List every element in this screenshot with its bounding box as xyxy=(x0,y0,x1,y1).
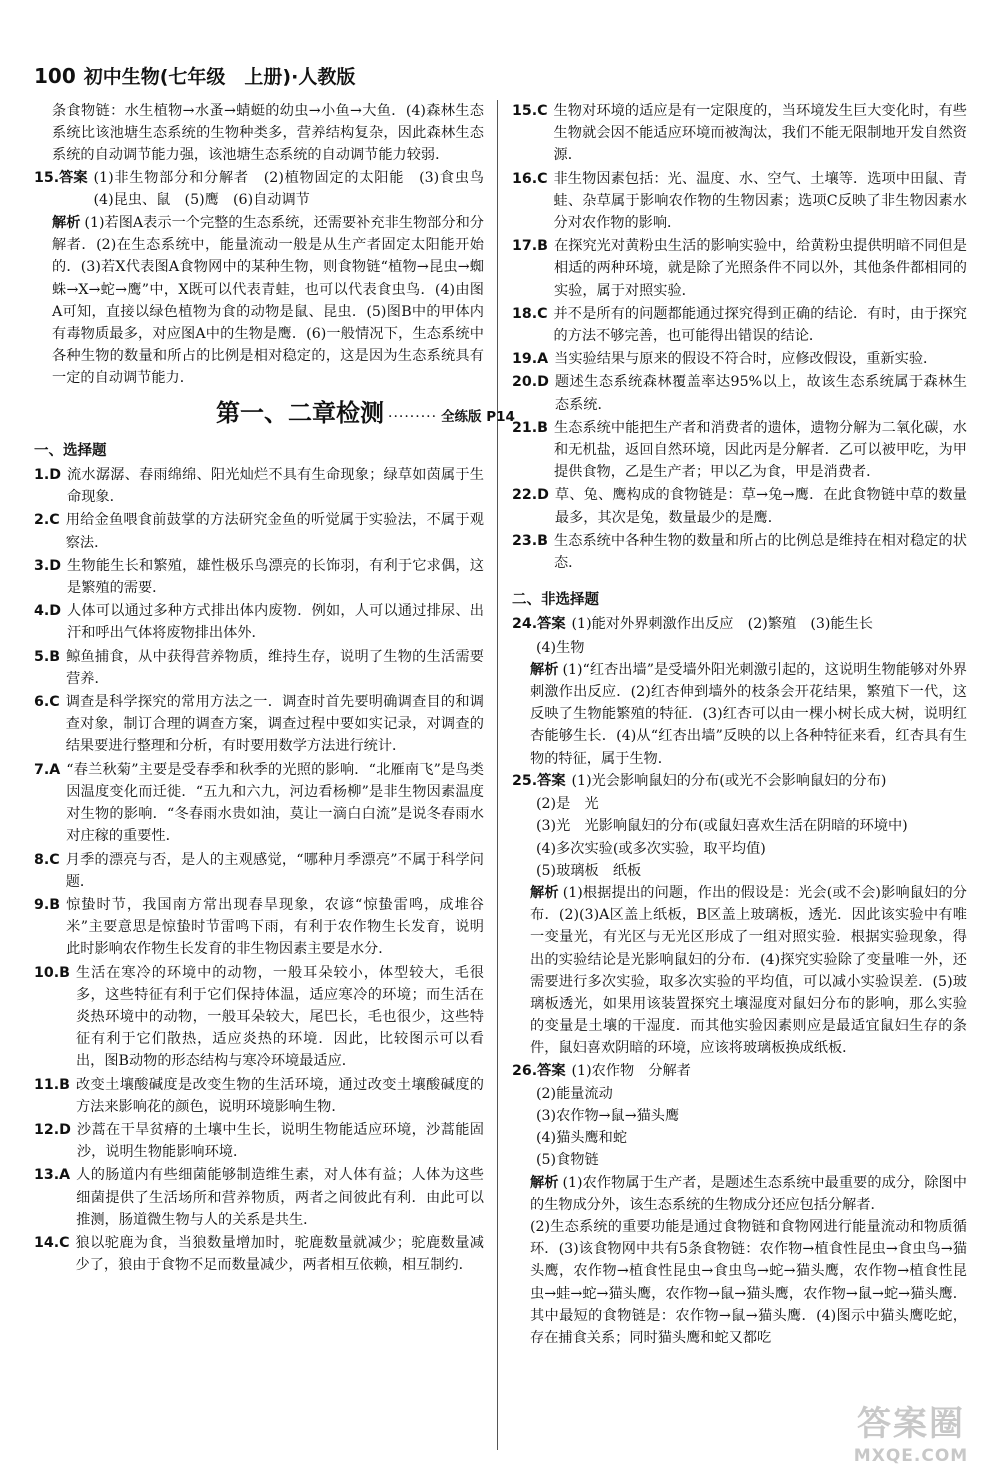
answer-line: (4)猫头鹰和蛇 xyxy=(536,1130,628,1147)
chapter-reference: 全练版 P14 xyxy=(441,408,515,425)
item-number: 14.C xyxy=(34,1234,70,1251)
section-heading-nonchoice: 二、非选择题 xyxy=(512,592,599,609)
item-text: 生态系统中各种生物的数量和所占的比例总是维持在相对稳定的状态． xyxy=(553,532,967,572)
answer-line: (3)农作物→鼠→猫头鹰 xyxy=(536,1107,680,1124)
item-number: 8.C xyxy=(34,851,60,868)
analysis-text: (1)“红杏出墙”是受墙外阳光刺激引起的，这说明生物能够对外界刺激作出反应．(2)红杏伸到墙外的枝条会开花结果，繁殖下一代，这反映了生物能繁殖的特征．(3)红杏可以由一棵小树长成大树，说明红杏能够生长．(4)从“红杏出墙”反映的以上各种特征来看，红杏具有生物的特征，属于生物． xyxy=(530,661,967,767)
answer-26 xyxy=(512,1060,967,1082)
answer-25 xyxy=(512,770,967,792)
intro-continuation: 条食物链：水生植物→水蚤→蜻蜓的幼虫→小鱼→大鱼．(4)森林生态系统比该池塘生态系统的生物种类多，营养结构复杂，因此森林生态系统的自动调节能力强，该池塘生态系统的自动调节能力较弱． xyxy=(52,103,484,164)
item-number: 10.B xyxy=(34,964,70,981)
answer-text: (1)能对外界刺激作出反应 (2)繁殖 (3)能生长 xyxy=(571,616,873,633)
analysis-text: (1)若图A表示一个完整的生态系统，还需要补充非生物部分和分解者．(2)在生态系统中，能量流动一般是从生产者固定太阳能开始的．(3)若X代表图A食物网中的某种生物，则食物链“植物→昆虫→蜘蛛→X→蛇→鹰”中，X既可以代表青蛙，也可以代表食虫鸟．(4)由图A可知，直接以绿色植物为食的动物是鼠、昆虫．(5)图B中的甲体内有毒物质最多，对应图A中的生物是鹰．(6)一般情况下，生态系统中各种生物的数量和所占的比例是相对稳定的，这是因为生态系统具有一定的自动调节能力． xyxy=(52,215,484,387)
answer-text: (1)非生物部分和分解者 (2)植物固定的太阳能 (3)食虫鸟 (4)昆虫、鼠 (5)鹰 (6)自动调节 xyxy=(93,169,499,208)
item-text: 生态系统中能把生产者和消费者的遗体，遗物分解为二氧化碳，水和无机盐，返回自然环境，因此丙是分解者．乙可以被甲吃，为甲提供食物，乙是生产者；甲以乙为食，甲是消费者． xyxy=(553,419,967,481)
analysis-label: 解析 xyxy=(530,661,559,678)
answer-item xyxy=(34,1119,484,1163)
item-text: 沙蒿在干旱贫瘠的土壤中生长，说明生物能适应环境，沙蒿能固沙，说明生物能影响环境． xyxy=(76,1121,484,1161)
item-text: 当实验结果与原来的假设不符合时，应修改假设，重新实验． xyxy=(554,351,938,368)
analysis-label: 解析 xyxy=(530,884,559,901)
item-text: 月季的漂亮与否，是人的主观感觉，“哪种月季漂亮”不属于科学问题． xyxy=(65,851,484,890)
watermark-url: MXQE.COM xyxy=(853,1446,969,1466)
item-text: 用给金鱼喂食前鼓掌的方法研究金鱼的听觉属于实验法，不属于观察法． xyxy=(65,512,484,551)
answer-item xyxy=(512,484,967,528)
item-number: 1.D xyxy=(34,467,62,484)
item-number: 6.C xyxy=(34,694,60,711)
watermark-logo-text: 答案圈 xyxy=(857,1404,965,1444)
answer-text: (1)光会影响鼠妇的分布(或光不会影响鼠妇的分布) xyxy=(571,772,887,789)
analysis-label: 解析 xyxy=(530,1174,559,1191)
answer-item xyxy=(512,100,967,167)
right-column xyxy=(512,100,967,1349)
answer-item xyxy=(34,509,484,553)
answer-item xyxy=(512,371,967,415)
item-number: 25.答案 xyxy=(512,772,566,789)
page-number: 100 xyxy=(34,64,76,88)
item-text: 调查是科学探究的常用方法之一．调查时首先要明确调查目的和调查对象，制订合理的调查方案，调查过程中要如实记录，对调查的结果要进行整理和分析，有时要用数学方法进行统计． xyxy=(65,694,484,755)
item-number: 13.A xyxy=(34,1167,71,1184)
analysis-24 xyxy=(512,659,967,770)
answer-item xyxy=(512,348,967,370)
item-number: 26.答案 xyxy=(512,1062,566,1079)
item-text: 题述生态系统森林覆盖率达95%以上，故该生态系统属于森林生态系统． xyxy=(554,374,967,413)
left-column xyxy=(34,100,515,1277)
chapter-heading: 第一、二章检测 xyxy=(216,398,384,427)
item-number: 16.C xyxy=(512,170,548,187)
item-number: 19.A xyxy=(512,351,549,368)
analysis-text: (1)根据提出的问题，作出的假设是：光会(或不会)影响鼠妇的分布．(2)(3)A区盖上纸板，B区盖上玻璃板，透光．因此该实验中有唯一变量光，有光区与无光区形成了一组对照实验．根据实验现象，得出的实验结论是光影响鼠妇的分布．(4)探究实验除了变量唯一外，还需要进行多次实验，取多次实验的平均值，可以减小实验误差．(5)玻璃板透光，如果用该装置探究土壤湿度对鼠妇分布的影响，那么实验的变量是土壤的干湿度．而其他实验因素则应是最适宜鼠妇生存的条件，鼠妇喜欢阴暗的环境，应该将玻璃板换成纸板． xyxy=(530,884,967,1057)
item-text: 人体可以通过多种方式排出体内废物．例如，人可以通过排尿、出汗和呼出气体将废物排出体外． xyxy=(67,603,484,642)
answer-item xyxy=(34,962,484,1073)
answer-line: (4)生物 xyxy=(536,639,585,656)
item-text: 惊蛰时节，我国南方常出现春旱现象，农谚“惊蛰雷鸣，成堆谷米”主要意思是惊蛰时节雷鸣下雨，有利于农作物生长发育，说明此时影响农作物生长发育的非生物因素主要是水分． xyxy=(66,896,484,958)
answer-item xyxy=(512,168,967,235)
analysis-label: 解析 xyxy=(52,215,81,232)
item-number: 12.D xyxy=(34,1121,71,1138)
item-number: 3.D xyxy=(34,557,62,574)
item-text: 并不是所有的问题都能通过探究得到正确的结论．有时，由于探究的方法不够完善，也可能得出错误的结论． xyxy=(553,305,967,345)
item-number: 2.C xyxy=(34,512,60,529)
item-number: 9.B xyxy=(34,896,61,913)
answer-item xyxy=(34,646,484,690)
item-number: 22.D xyxy=(512,487,549,504)
column-divider xyxy=(497,100,498,1450)
item-number: 21.B xyxy=(512,419,548,436)
item-number: 23.B xyxy=(512,532,548,549)
answer-item xyxy=(512,235,967,302)
item-text: 非生物因素包括：光、温度、水、空气、土壤等．选项中田鼠、青蛙、杂草属于影响农作物的生物因素；选项C反映了非生物因素水分对农作物的影响． xyxy=(553,170,967,232)
answer-list-right xyxy=(512,100,967,574)
item-number: 7.A xyxy=(34,761,61,778)
answer-item xyxy=(34,1232,484,1276)
answer-line: (3)光 光影响鼠妇的分布(或鼠妇喜欢生活在阴暗的环境中) xyxy=(536,818,908,835)
page-header xyxy=(34,62,355,88)
answer-line: (4)多次实验(或多次实验，取平均值) xyxy=(536,840,766,857)
item-text: 鲸鱼捕食，从中获得营养物质，维持生存，说明了生物的生活需要营养． xyxy=(66,648,484,687)
answer-item xyxy=(34,691,484,758)
answer-item xyxy=(34,849,484,893)
item-number: 11.B xyxy=(34,1076,70,1093)
item-number: 17.B xyxy=(512,238,548,255)
item-number: 15.答案 xyxy=(34,169,88,186)
item-number: 18.C xyxy=(512,305,548,322)
answer-text: (1)农作物 分解者 xyxy=(571,1062,691,1079)
answer-item xyxy=(34,600,484,644)
item-text: 人的肠道内有些细菌能够制造维生素，对人体有益；人体为这些细菌提供了生活场所和营养物质，两者之间彼此有利．由此可以推测，肠道微生物与人的关系是共生． xyxy=(76,1167,484,1228)
answer-item xyxy=(512,530,967,574)
analysis-26 xyxy=(512,1172,967,1216)
answer-list-left xyxy=(34,464,484,1276)
item-number: 5.B xyxy=(34,648,61,665)
answer-item xyxy=(512,303,967,347)
answer-item xyxy=(512,417,967,484)
answer-item xyxy=(34,464,484,508)
answer-item xyxy=(34,894,484,961)
answer-line: (2)是 光 xyxy=(536,796,599,813)
spacer xyxy=(512,575,967,585)
item-text: 生活在寒冷的环境中的动物，一般耳朵较小，体型较大，毛很多，这些特征有利于它们保持体温，适应寒冷的环境；而生活在炎热环境中的动物，一般耳朵较大，尾巴长，毛也很少，这些特征有利于它们散热，适应炎热的环境．因此，比较图示可以看出，图B动物的形态结构与寒冷环境最适应． xyxy=(75,964,484,1070)
item-number: 15.C xyxy=(512,103,548,119)
item-text: 在探究光对黄粉虫生活的影响实验中，给黄粉虫提供明暗不同但是相适的两种环境，就是除了光照条件不同以外，其他条件都相同的实验，属于对照实验． xyxy=(553,238,967,299)
item-text: 狼以驼鹿为食，当狼数量增加时，驼鹿数量就减少；驼鹿数量减少了，狼由于食物不足而数量减少，两者相互依赖，相互制约． xyxy=(75,1234,484,1274)
analysis-25 xyxy=(512,882,967,1060)
answer-24 xyxy=(512,613,967,635)
analysis-26-cont: (2)生态系统的重要功能是通过食物链和食物网进行能量流动和物质循环．(3)该食物网中共有5条食物链：农作物→植食性昆虫→食虫鸟→猫头鹰，农作物→植食性昆虫→食虫鸟→蛇→猫头鹰，农作物→植食性昆虫→蛙→蛇→猫头鹰，农作物→鼠→猫头鹰，农作物→鼠→蛇→猫头鹰．其中最短的食物链是：农作物→鼠→猫头鹰．(4)图示中猫头鹰吃蛇，存在捕食关系；同时猫头鹰和蛇又都吃 xyxy=(530,1218,967,1346)
book-title: 初中生物(七年级 上册)·人教版 xyxy=(83,66,356,88)
answer-item xyxy=(34,555,484,599)
answer-line: (5)食物链 xyxy=(536,1152,599,1169)
item-text: 草、兔、鹰构成的食物链是：草→兔→鹰．在此食物链中草的数量最多，其次是兔，数量最少的是鹰． xyxy=(554,487,967,526)
analysis-text: (1)农作物属于生产者，是题述生态系统中最重要的成分，除图中的生物成分外，该生态系统的生物成分还应包括分解者． xyxy=(530,1174,967,1213)
analysis-15 xyxy=(34,212,484,390)
section-heading-choice: 一、选择题 xyxy=(34,442,107,459)
item-text: 改变土壤酸碱度是改变生物的生活环境，通过改变土壤酸碱度的方法来影响花的颜色，说明环境影响生物． xyxy=(75,1076,484,1115)
answer-line: (2)能量流动 xyxy=(536,1085,613,1102)
answer-item xyxy=(34,1074,484,1118)
answer-item xyxy=(34,1164,484,1231)
item-text: “春兰秋菊”主要是受春季和秋季的光照的影响．“北雁南飞”是鸟类因温度变化而迁徙．“五九和六九，河边看杨柳”是非生物因素温度对生物的影响．“冬春雨水贵如油，莫让一滴白白流”是说冬春雨水对庄稼的重要性． xyxy=(66,761,484,845)
answer-line: (5)玻璃板 纸板 xyxy=(536,862,642,879)
site-watermark xyxy=(836,1402,986,1474)
item-text: 生物对环境的适应是有一定限度的，当环境发生巨大变化时，有些生物就会因不能适应环境而被淘汰，我们不能无限制地开发自然资源． xyxy=(553,103,967,164)
item-number: 20.D xyxy=(512,374,549,391)
item-text: 流水潺潺、春雨绵绵、阳光灿烂不具有生命现象；绿草如茵属于生命现象． xyxy=(67,467,484,506)
chapter-title xyxy=(34,398,515,428)
leader-dots: ········· xyxy=(388,408,438,425)
item-text: 生物能生长和繁殖，雄性极乐鸟漂亮的长饰羽，有利于它求偶，这是繁殖的需要． xyxy=(67,557,484,597)
answer-item xyxy=(34,759,484,848)
item-number: 4.D xyxy=(34,603,62,620)
item-number: 24.答案 xyxy=(512,616,566,633)
answer-15 xyxy=(34,167,499,211)
